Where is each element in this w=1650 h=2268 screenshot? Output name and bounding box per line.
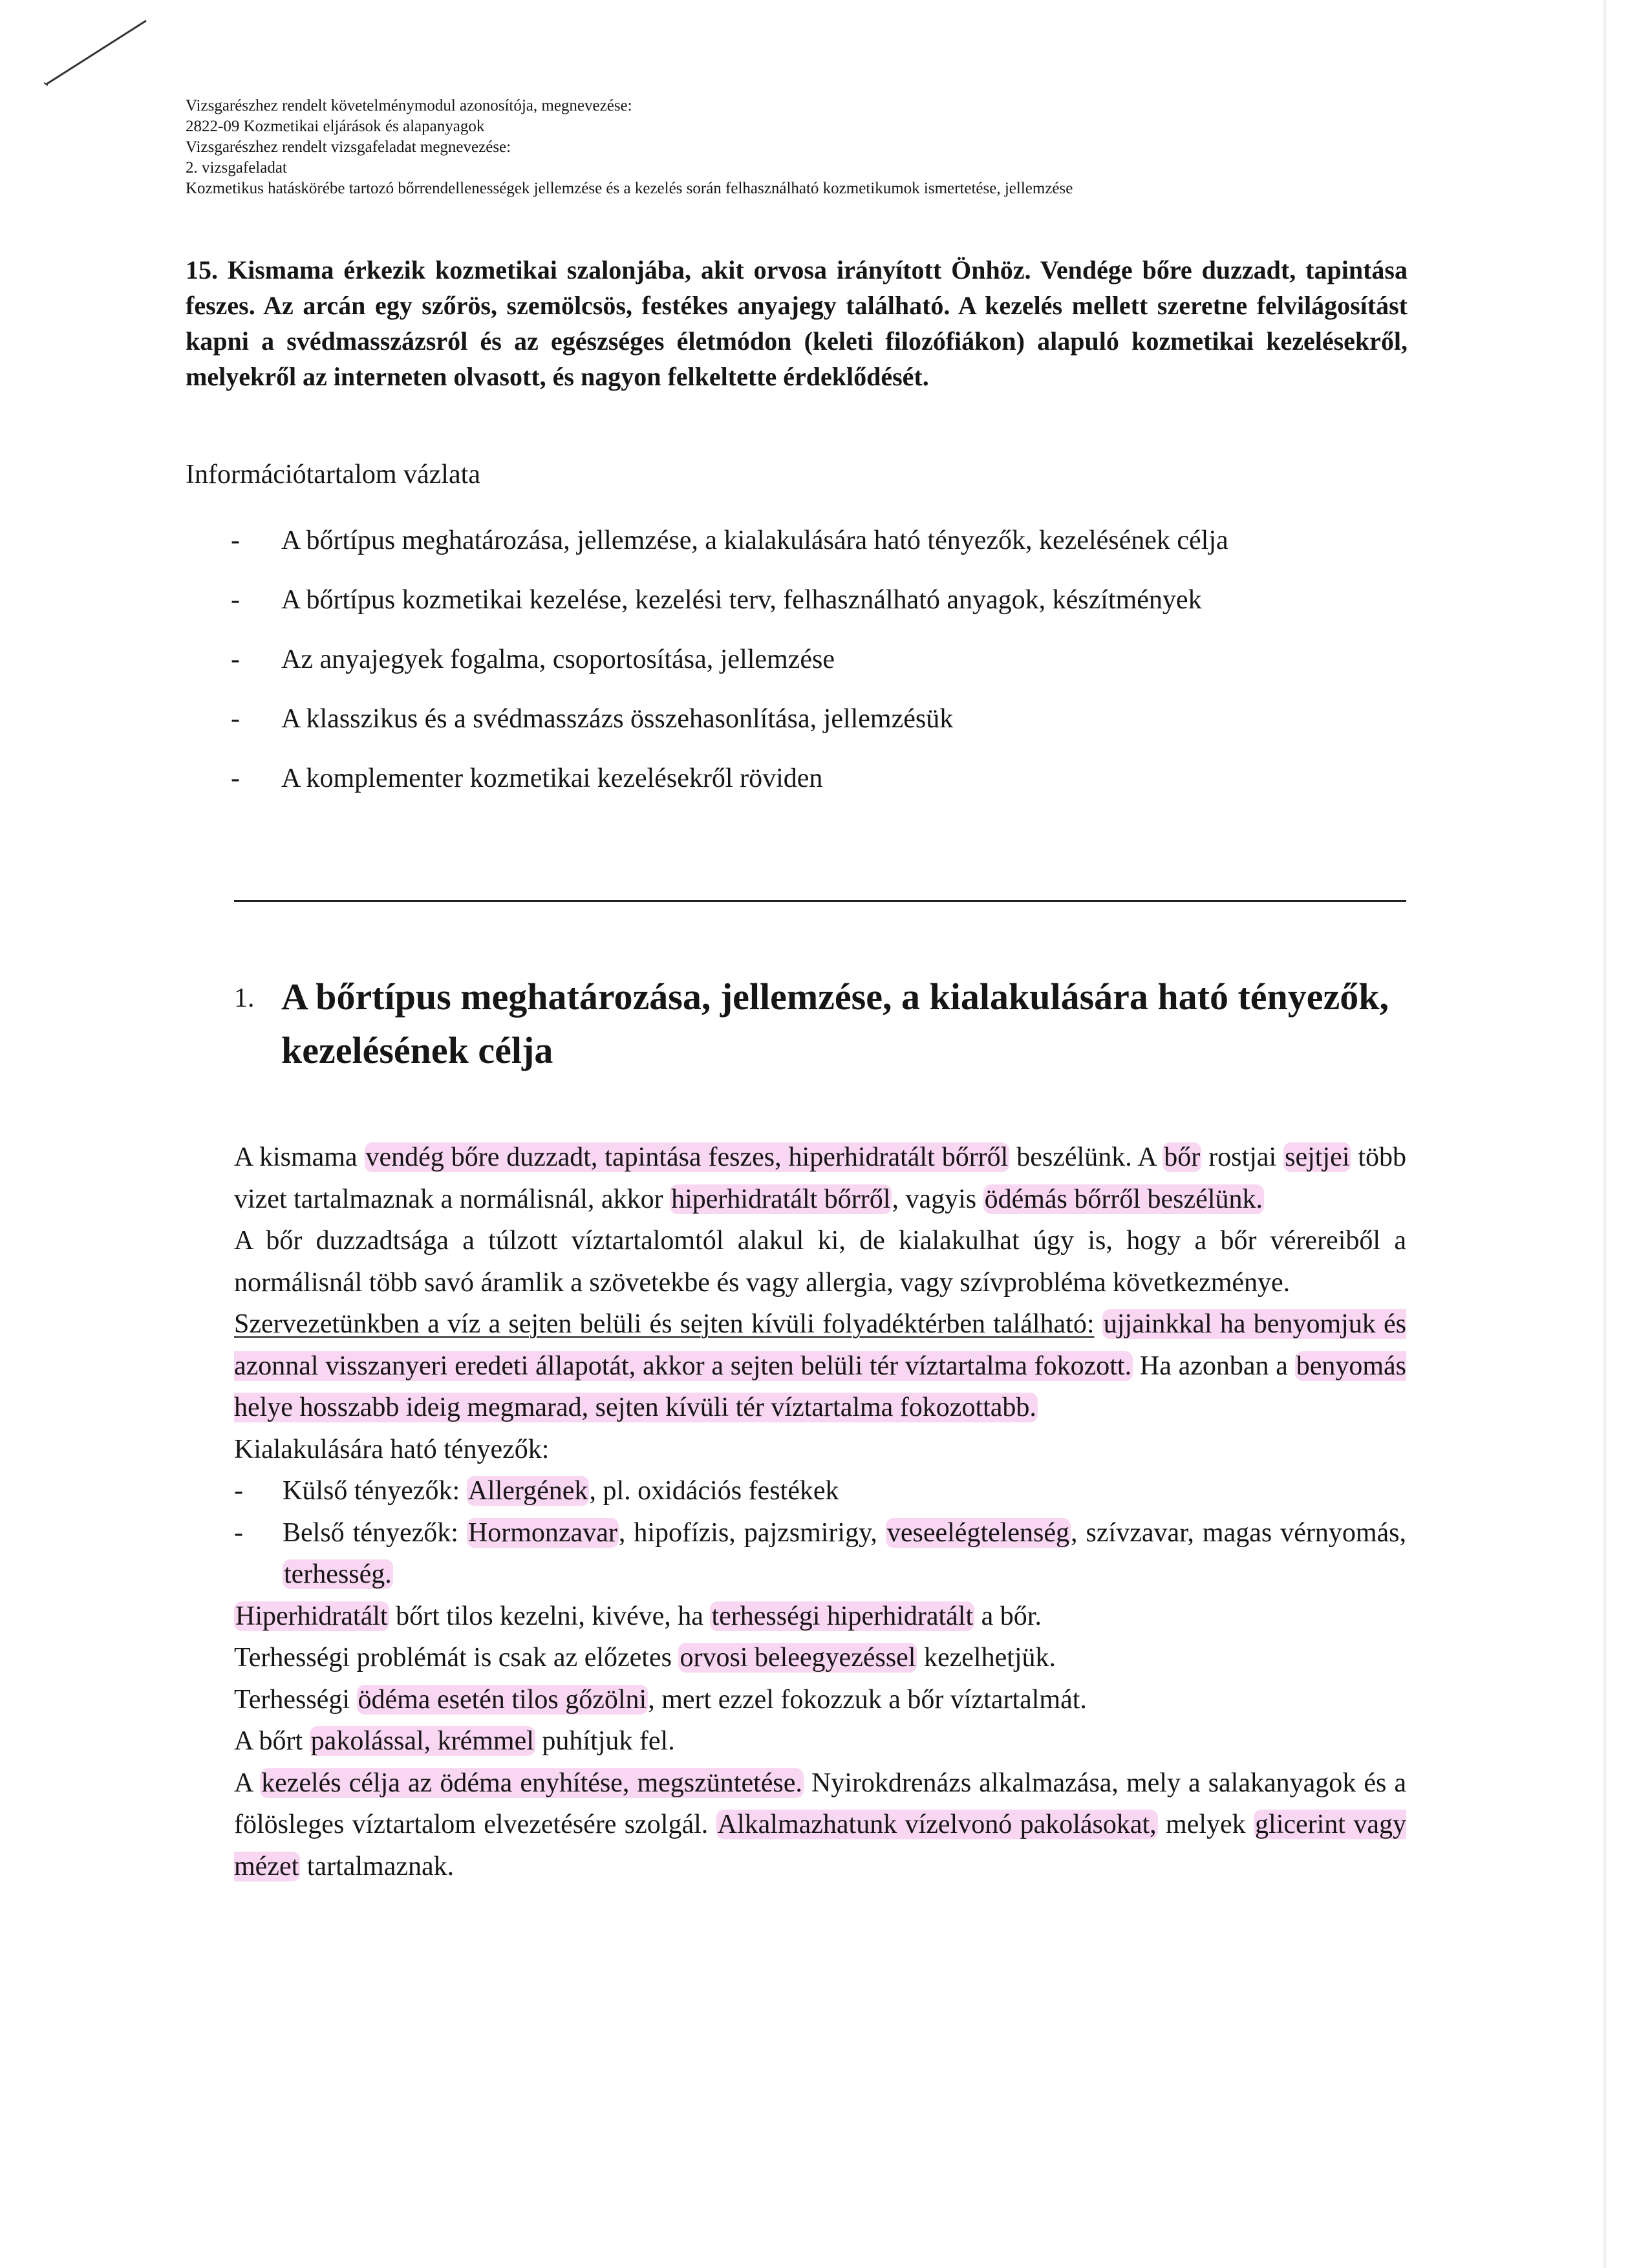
section-number: 1.	[234, 983, 255, 1013]
highlight: pakolással, krémmel	[310, 1726, 534, 1756]
highlight: glicerint vagy mézet	[234, 1810, 1406, 1881]
highlight: Alkalmazhatunk vízelvonó pakolásokat,	[717, 1810, 1157, 1839]
scan-edge-shadow	[1603, 0, 1606, 2268]
outline-item-text: A komplementer kozmetikai kezelésekről röviden	[281, 764, 823, 793]
text-run: puhítjuk fel.	[535, 1726, 675, 1756]
text-run: A bőrt	[234, 1726, 310, 1756]
text-run: , pl. oxidációs festékek	[589, 1476, 839, 1506]
text-run	[1095, 1309, 1102, 1339]
text-run: , vagyis	[892, 1184, 983, 1214]
factor-item-external	[234, 1470, 1406, 1512]
header-line: Vizsgarészhez rendelt vizsgafeladat megnevezése:	[186, 138, 511, 156]
dash-bullet: -	[231, 645, 240, 674]
text-run: Terhességi	[234, 1684, 357, 1715]
text-run: Belső tényezők:	[283, 1517, 467, 1548]
outline-item-text: A bőrtípus meghatározása, jellemzése, a kialakulására ható tényezők, kezelésének célja	[281, 526, 1228, 555]
outline-title: Információtartalom vázlata	[186, 460, 480, 489]
outline-item	[186, 749, 1408, 808]
highlight: terhesség.	[284, 1559, 392, 1589]
highlight: kezelés célja az ödéma enyhítése, megszüntetése.	[261, 1768, 802, 1798]
rule-line	[234, 1637, 1406, 1679]
outline-item	[186, 511, 1408, 570]
outline-item-text: A bőrtípus kozmetikai kezelése, kezelési terv, felhasználható anyagok, készítmények	[281, 585, 1202, 615]
highlight: Allergének	[467, 1476, 588, 1506]
dash-bullet: -	[234, 1517, 243, 1548]
highlight: ödémás bőrről beszélünk.	[984, 1184, 1263, 1214]
pen-mark	[39, 13, 155, 91]
header-line: 2. vizsgafeladat	[186, 159, 287, 177]
outline-item	[186, 689, 1408, 749]
rule-line	[234, 1720, 1406, 1762]
dash-bullet: -	[231, 704, 240, 734]
text-run: Nyirokdrenázs alkalmazása, mely a salakanyagok és a fölösleges víztartalom elvezetésére szolgál.	[234, 1768, 1406, 1839]
outline-list	[186, 511, 1408, 808]
section-title: A bőrtípus meghatározása, jellemzése, a kialakulására ható tényezők, kezelésének célja	[281, 976, 1389, 1071]
text-run: Külső tényezők:	[283, 1476, 467, 1506]
factors-title: Kialakulására ható tényezők:	[234, 1434, 550, 1464]
exam-header	[186, 96, 1414, 199]
paragraph-hyperhydrated-skin	[234, 1137, 1406, 1220]
header-line: Kozmetikus hatáskörébe tartozó bőrrendellenességek jellemzése és a kezelés során felhasználható kozmetikumok ismertetése, jellemzése	[186, 180, 1073, 197]
text-run: kezelhetjük.	[917, 1643, 1056, 1673]
text-run: rostjai	[1201, 1142, 1284, 1172]
task-description: 15. Kismama érkezik kozmetikai szalonjába, akit orvosa irányított Önhöz. Vendége bőre duzzadt, tapintása feszes. Az arcán egy szőrös, szemölcsös, festékes anyajegy található. A kezelés mellett szeretne felvilágosítást kapni a svédmasszázsról és az egészséges életmódon (keleti filozófiákon) alapuló kozmetikai kezelésekről, melyekről az interneten olvasott, és nagyon felkeltette érdeklődését.	[186, 255, 1408, 391]
highlight: bőr	[1164, 1142, 1201, 1172]
text-run: beszélünk. A	[1009, 1142, 1163, 1172]
highlight: hiperhidratált bőrről	[671, 1184, 891, 1214]
header-line: 2822-09 Kozmetikai eljárások és alapanyagok	[186, 118, 485, 135]
text-run: A kismama	[234, 1142, 365, 1172]
highlight: benyomás helye hosszabb ideig megmarad, sejten kívüli tér víztartalma fokozottabb.	[234, 1351, 1406, 1422]
text-run: melyek	[1157, 1810, 1254, 1839]
dash-bullet: -	[231, 585, 240, 615]
text-run: A	[234, 1768, 261, 1798]
text-run: több vizet tartalmaznak a normálisnál, akkor	[234, 1142, 1407, 1214]
paragraph-swelling-causes: A bőr duzzadtsága a túlzott víztartalomtól alakul ki, de kialakulhat úgy is, hogy a bőr vérereiből a normálisnál több savó áramlik a szövetekbe és vagy allergia, vagy szívprobléma következménye.	[234, 1226, 1406, 1298]
highlight: ödéma esetén tilos gőzölni	[358, 1684, 647, 1715]
highlight: veseelégtelenség	[886, 1517, 1070, 1548]
text-run: Ha azonban a	[1133, 1351, 1295, 1381]
text-run: tartalmaznak.	[300, 1851, 455, 1881]
outline-item-text: A klasszikus és a svédmasszázs összehasonlítása, jellemzésük	[281, 704, 954, 734]
dash-bullet: -	[234, 1476, 243, 1506]
text-run: bőrt tilos kezelni, kivéve, ha	[389, 1601, 711, 1631]
header-line: Vizsgarészhez rendelt követelménymodul azonosítója, megnevezése:	[186, 97, 632, 114]
rule-line	[234, 1679, 1406, 1721]
highlight: sejtjei	[1285, 1142, 1350, 1172]
text-run: , hipofízis, pajzsmirigy,	[618, 1517, 886, 1548]
highlight: ujjainkkal ha benyomjuk és azonnal visszanyeri eredeti állapotát, akkor a sejten belüli tér víztartalma fokozott.	[234, 1309, 1406, 1381]
factor-item-internal	[234, 1512, 1406, 1596]
text-run: Terhességi problémát is csak az előzetes	[234, 1643, 679, 1673]
factors-list	[234, 1470, 1406, 1596]
outline-item-text: Az anyajegyek fogalma, csoportosítása, jellemzése	[281, 645, 835, 674]
section-body	[234, 1137, 1406, 1887]
outline-item	[186, 570, 1408, 630]
dash-bullet: -	[231, 526, 240, 555]
paragraph-water-compartments	[234, 1303, 1406, 1429]
paragraph-treatment-goal	[234, 1762, 1406, 1888]
highlight: orvosi beleegyezéssel	[680, 1643, 916, 1673]
underlined-text: Szervezetünkben a víz a sejten belüli és sejten kívüli folyadéktérben található:	[234, 1309, 1095, 1339]
rule-line	[234, 1596, 1406, 1638]
text-run: , mert ezzel fokozzuk a bőr víztartalmát.	[648, 1684, 1087, 1715]
horizontal-divider	[234, 900, 1406, 902]
highlight: Hormonzavar	[467, 1517, 617, 1548]
text-run: , szívzavar, magas vérnyomás,	[1071, 1517, 1406, 1548]
outline-item	[186, 630, 1408, 689]
text-run: a bőr.	[974, 1601, 1042, 1631]
highlight: terhességi hiperhidratált	[711, 1601, 974, 1631]
highlight: vendég bőre duzzadt, tapintása feszes, hiperhidratált bőrről	[365, 1142, 1009, 1172]
dash-bullet: -	[231, 764, 240, 793]
highlight: Hiperhidratált	[235, 1601, 388, 1631]
